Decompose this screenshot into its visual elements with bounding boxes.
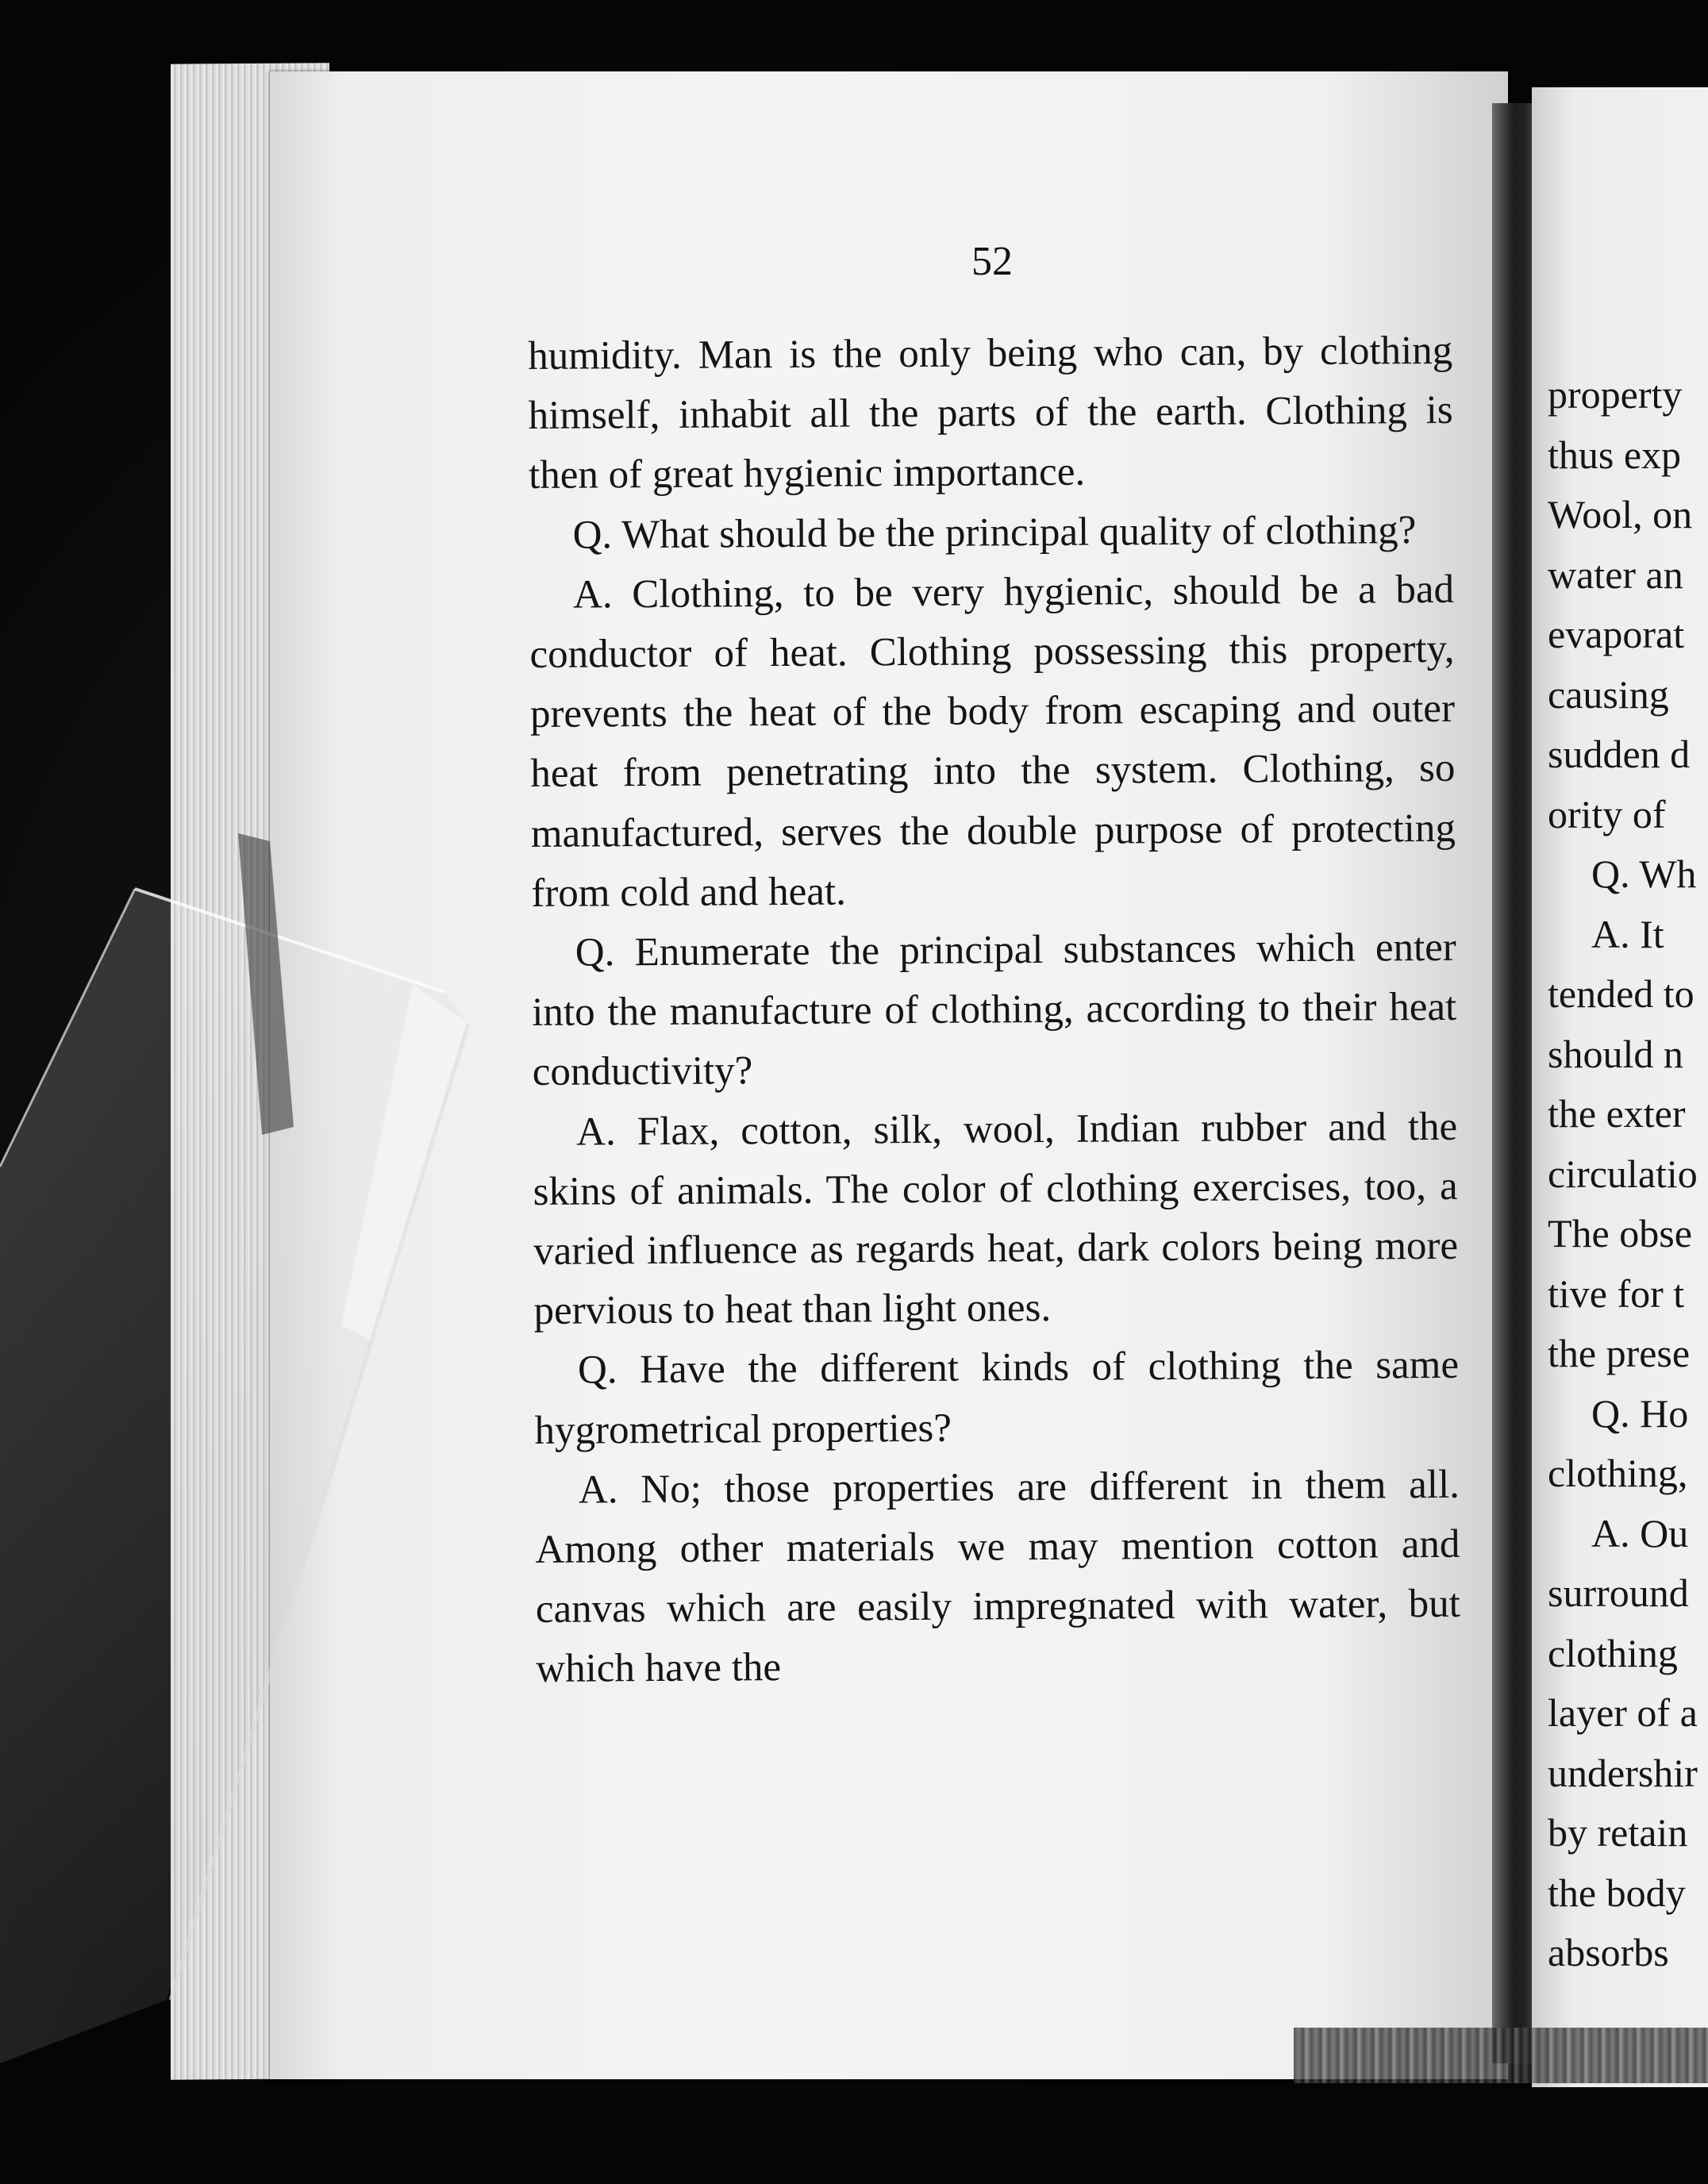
facing-page-line: sudden d xyxy=(1548,732,1691,776)
facing-page-line: by retain xyxy=(1548,1810,1688,1855)
paragraph: humidity. Man is the only being who can, by clothing himself, inhabit all the parts of the earth. Clothing is then of great hygienic importance. xyxy=(528,328,1453,498)
facing-page-line: Q. Wh xyxy=(1591,852,1697,896)
facing-page-line: absorbs xyxy=(1548,1930,1669,1974)
facing-page-line: clothing xyxy=(1548,1630,1678,1675)
facing-page-line: thus exp xyxy=(1548,432,1682,477)
facing-page-line: Q. Ho xyxy=(1591,1390,1689,1436)
facing-page-line: The obse xyxy=(1548,1211,1692,1255)
facing-page-line: should n xyxy=(1548,1031,1683,1076)
paragraph: A. No; those properties are different in them all. Among other materials we may mention cotton and canvas which are easily impregnated with water, but which have the xyxy=(535,1462,1461,1692)
facing-page-line: tended to xyxy=(1548,971,1695,1016)
facing-page-line: layer of a xyxy=(1548,1690,1698,1735)
facing-page-line: undershir xyxy=(1548,1750,1698,1795)
facing-page-line: tive for t xyxy=(1548,1271,1685,1316)
facing-page-line: A. It xyxy=(1591,911,1664,956)
facing-page-text xyxy=(1548,365,1708,1983)
facing-page-line: water an xyxy=(1548,552,1683,597)
facing-page-line: the exter xyxy=(1548,1091,1686,1136)
facing-page-line: the prese xyxy=(1548,1331,1691,1375)
facing-page-line: Wool, on xyxy=(1548,492,1693,536)
paragraph: Q. What should be the principal quality of clothing? xyxy=(572,507,1417,558)
paragraph: Q. Have the different kinds of clothing the same hygrometrical properties? xyxy=(534,1343,1460,1453)
facing-page-line: surround xyxy=(1548,1571,1689,1615)
facing-page-line: causing xyxy=(1548,671,1669,717)
page-number: 52 xyxy=(971,239,1013,284)
paragraph: A. Clothing, to be very hygienic, should be a bad conductor of heat. Clothing possessing this property, prevents the heat of the body from escaping and outer heat from penetrating into the system. Clothing, so manufactured, serves the double purpose of protecting from cold and heat. xyxy=(529,567,1456,916)
facing-page-line: evaporat xyxy=(1548,612,1685,656)
facing-page-line: the body xyxy=(1548,1870,1686,1915)
facing-page-line: clothing, xyxy=(1548,1451,1688,1495)
facing-page xyxy=(1532,87,1708,2087)
binding-edge xyxy=(1294,2028,1708,2083)
facing-page-line: ority of xyxy=(1548,791,1666,836)
page-body-text xyxy=(528,321,1461,1700)
facing-page-line: A. Ou xyxy=(1591,1510,1689,1555)
facing-page-line: property xyxy=(1548,372,1683,417)
paragraph: Q. Enumerate the principal substances which enter into the manufacture of clothing, according to their heat conductivity? xyxy=(532,925,1457,1095)
paragraph: A. Flax, cotton, silk, wool, Indian rubber and the skins of animals. The color of clothing exercises, too, a varied influence as regards heat, dark colors being more pervious to heat than light ones. xyxy=(533,1104,1459,1334)
facing-page-line: circulatio xyxy=(1548,1151,1698,1196)
